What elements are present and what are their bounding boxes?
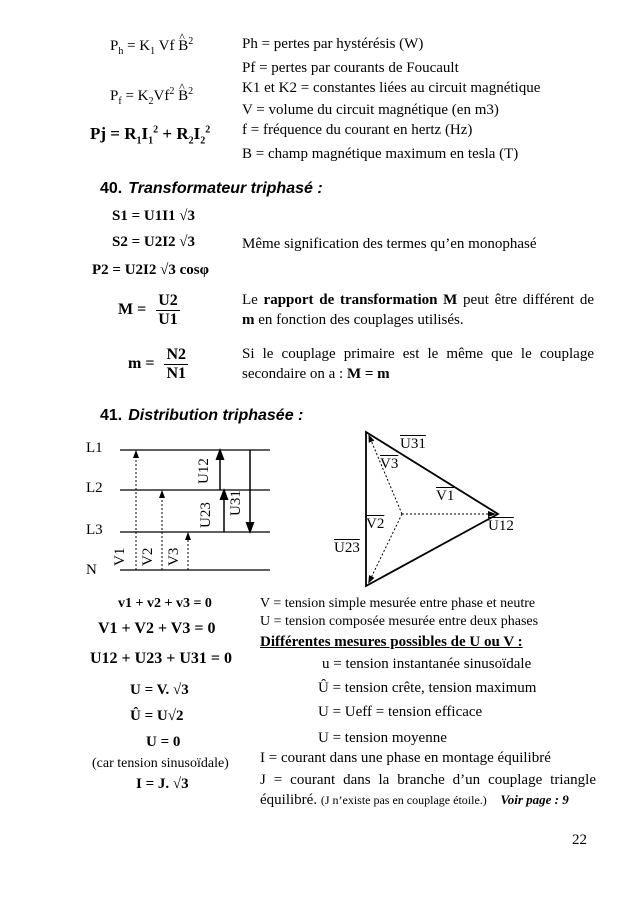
def-v: V = volume du circuit magnétique (en m3) bbox=[242, 102, 499, 118]
ph-formula: $P_h = K_1$ Vf ^ $B^2$ bbox=[110, 36, 193, 57]
label-u31: U31 bbox=[228, 490, 244, 516]
s2-formula: S2 = U2I2 √3 bbox=[112, 234, 196, 250]
phasor-diagram bbox=[330, 418, 530, 598]
label-v1: V1 bbox=[112, 547, 128, 566]
phasor-label-u31: U31 bbox=[400, 436, 426, 452]
p2-formula: P2 = U2I2 √3 cosφ bbox=[92, 262, 209, 278]
def-i-current: I = courant dans une phase en montage équilibré bbox=[260, 750, 551, 766]
sinusoidal-note: (car tension sinusoïdale) bbox=[92, 756, 229, 771]
measure-effective: U = Ueff = tension efficace bbox=[318, 704, 483, 720]
label-l3: L3 bbox=[86, 522, 103, 538]
def-pf: Pf = pertes par courants de Foucault bbox=[242, 60, 459, 76]
same-meaning-text: Même signification des termes qu’en monophasé bbox=[242, 236, 537, 252]
u-bar-formula: U = 0 bbox=[146, 734, 181, 750]
def-tension-simple: V = tension simple mesurée entre phase et neutre bbox=[260, 596, 536, 611]
u-hat-formula: Û = U√2 bbox=[130, 708, 184, 724]
def-tension-composee: U = tension composée mesurée entre deux phases bbox=[260, 614, 539, 629]
phasor-v3 bbox=[370, 438, 402, 514]
label-v3: V3 bbox=[166, 547, 182, 566]
coupling-description: Si le couplage primaire est le même que le couplage secondaire on a : M = m bbox=[242, 346, 594, 382]
label-l2: L2 bbox=[86, 480, 103, 496]
s1-formula: S1 = U1I1 √3 bbox=[112, 208, 196, 224]
label-l1: L1 bbox=[86, 440, 103, 456]
label-u23: U23 bbox=[198, 502, 214, 528]
n-ratio-formula: m = $\frac{N2}{N1}$ bbox=[128, 346, 187, 382]
phasor-label-v1: V1 bbox=[436, 488, 455, 504]
measure-peak: Û = tension crête, tension maximum bbox=[318, 680, 537, 696]
section-40-heading: 40. Transformateur triphasé : bbox=[100, 180, 323, 197]
pj-formula: $Pj = R_1I_1^2 + R_2I_2^2$ bbox=[90, 124, 211, 147]
m-ratio-formula: M = $\frac{U2}{U1}$ bbox=[118, 292, 178, 328]
phasor-label-v3: V3 bbox=[380, 456, 399, 472]
i-j-formula: I = J. √3 bbox=[136, 776, 189, 792]
def-k: K1 et K2 = constantes liées au circuit magnétique bbox=[242, 80, 541, 96]
sum-v-formula: v1 + v2 + v3 = 0 bbox=[118, 596, 212, 611]
measures-title: Différentes mesures possibles de U ou V : bbox=[260, 634, 523, 650]
measure-average: U = tension moyenne bbox=[318, 730, 447, 746]
ratio-description: Le rapport de transformation M peut être différent de m en fonction des couplages utilisés. bbox=[242, 292, 595, 328]
sum-v-vector-formula: V1 + V2 + V3 = 0 bbox=[98, 620, 216, 637]
u-v-formula: U = V. √3 bbox=[130, 682, 189, 698]
phasor-label-v2: V2 bbox=[366, 516, 385, 532]
pf-formula: $P_f = K_2Vf^2$ ^ $B^2$ bbox=[110, 86, 193, 107]
sum-u-vector-formula: U12 + U23 + U31 = 0 bbox=[90, 650, 233, 667]
phasor-label-u23: U23 bbox=[334, 540, 360, 556]
label-n: N bbox=[86, 562, 97, 578]
def-f: f = fréquence du courant en hertz (Hz) bbox=[242, 122, 473, 138]
measure-instantaneous: u = tension instantanée sinusoïdale bbox=[322, 656, 532, 672]
page-number: 22 bbox=[572, 832, 587, 848]
label-u12: U12 bbox=[196, 458, 212, 484]
section-41-heading: 41. Distribution triphasée : bbox=[100, 407, 304, 424]
def-b: B = champ magnétique maximum en tesla (T) bbox=[242, 146, 519, 162]
def-ph: Ph = pertes par hystérésis (W) bbox=[242, 36, 424, 52]
label-v2: V2 bbox=[140, 547, 156, 566]
phasor-label-u12: U12 bbox=[488, 518, 514, 534]
def-j-current: J = courant dans la branche d’un couplage triangle équilibré. (J n’existe pas en couplage étoile.) Voir page : 9 bbox=[260, 772, 596, 808]
